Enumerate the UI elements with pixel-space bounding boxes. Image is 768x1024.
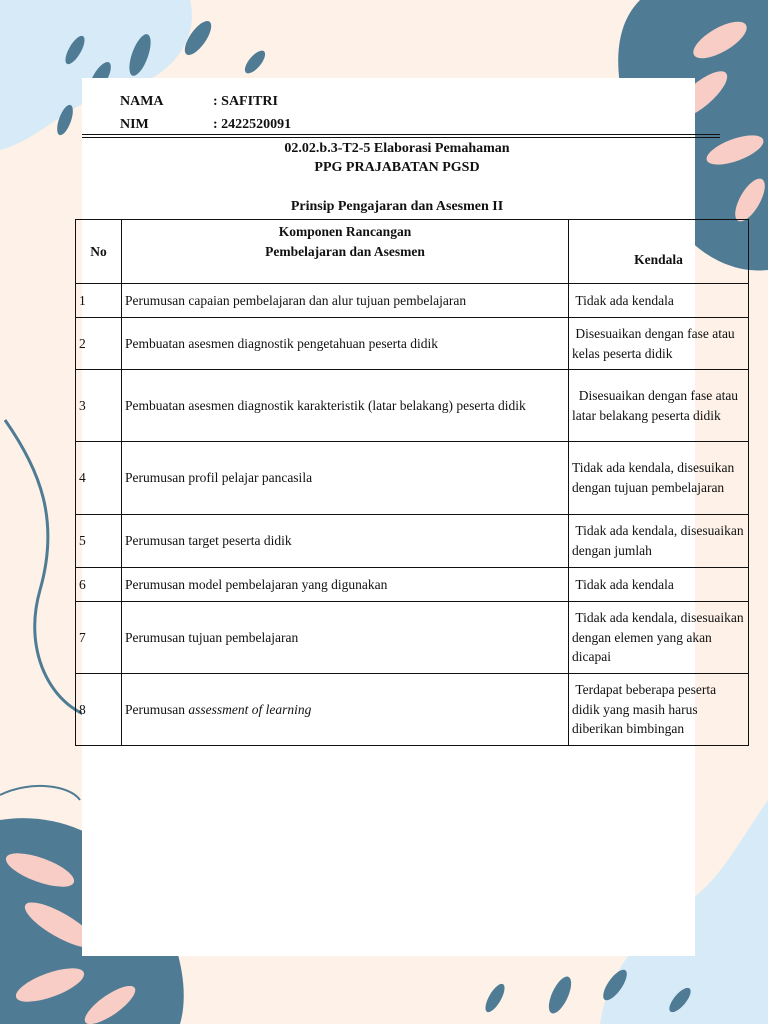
row-no: 7 <box>76 602 122 674</box>
row-kendala: Tidak ada kendala, disesuaikan dengan jumlah <box>569 515 749 568</box>
row-komponen: Perumusan model pembelajaran yang digunakan <box>122 568 569 602</box>
header-komponen-line1: Komponen Rancangan <box>278 224 412 239</box>
table-row <box>76 568 749 602</box>
table-row <box>76 602 749 674</box>
row-komponen: Perumusan capaian pembelajaran dan alur tujuan pembelajaran <box>122 284 569 318</box>
row-no: 3 <box>76 370 122 442</box>
row-kendala: Disesuaikan dengan fase atau kelas peserta didik <box>569 318 749 370</box>
header-komponen-line2: Pembelajaran dan Asesmen <box>265 243 425 259</box>
doc-program: PPG PRAJABATAN PGSD <box>314 160 480 175</box>
row-no: 5 <box>76 515 122 568</box>
header-no: No <box>76 220 122 284</box>
row-kendala: Tidak ada kendala, disesuaikan dengan elemen yang akan dicapai <box>569 602 749 674</box>
row-komponen-italic: assessment of learning <box>188 701 312 717</box>
row-komponen <box>122 674 569 746</box>
row-no: 2 <box>76 318 122 370</box>
row-no: 6 <box>76 568 122 602</box>
table-header-row <box>76 220 749 284</box>
header-rule-second <box>82 137 720 138</box>
row-kendala: Tidak ada kendala, disesuikan dengan tujuan pembelajaran <box>569 442 749 515</box>
doc-subject: Prinsip Pengajaran dan Asesmen II <box>290 199 504 214</box>
table-row <box>76 674 749 746</box>
row-komponen: Pembuatan asesmen diagnostik pengetahuan peserta didik <box>122 318 569 370</box>
row-kendala: Disesuaikan dengan fase atau latar belakang peserta didik <box>569 370 749 442</box>
row-komponen: Perumusan tujuan pembelajaran <box>122 602 569 674</box>
table-row <box>76 515 749 568</box>
row-kendala: Tidak ada kendala <box>569 284 749 318</box>
header-kendala: Kendala <box>569 220 749 284</box>
row-no: 4 <box>76 442 122 515</box>
nama-label: NAMA <box>120 94 164 109</box>
nim-value: : 2422520091 <box>213 117 292 132</box>
row-no: 1 <box>76 284 122 318</box>
curve-line-bottom-left <box>0 786 80 800</box>
row-komponen: Pembuatan asesmen diagnostik karakteristik (latar belakang) peserta didik <box>122 370 569 442</box>
row-komponen: Perumusan profil pelajar pancasila <box>122 442 569 515</box>
table-row <box>76 284 749 318</box>
table-row <box>76 442 749 515</box>
header-rule <box>82 134 720 135</box>
nim-label: NIM <box>120 117 149 132</box>
doc-code-title: 02.02.b.3-T2-5 Elaborasi Pemahaman <box>284 141 510 156</box>
row-kendala: Terdapat beberapa peserta didik yang masih harus diberikan bimbingan <box>569 674 749 746</box>
table-row <box>76 370 749 442</box>
row-komponen-prefix: Perumusan <box>125 701 189 717</box>
row-komponen: Perumusan target peserta didik <box>122 515 569 568</box>
header-komponen <box>122 220 569 284</box>
nama-value: : SAFITRI <box>213 94 278 109</box>
table-row <box>76 318 749 370</box>
row-kendala: Tidak ada kendala <box>569 568 749 602</box>
kendala-table <box>75 219 749 746</box>
row-no: 8 <box>76 674 122 746</box>
